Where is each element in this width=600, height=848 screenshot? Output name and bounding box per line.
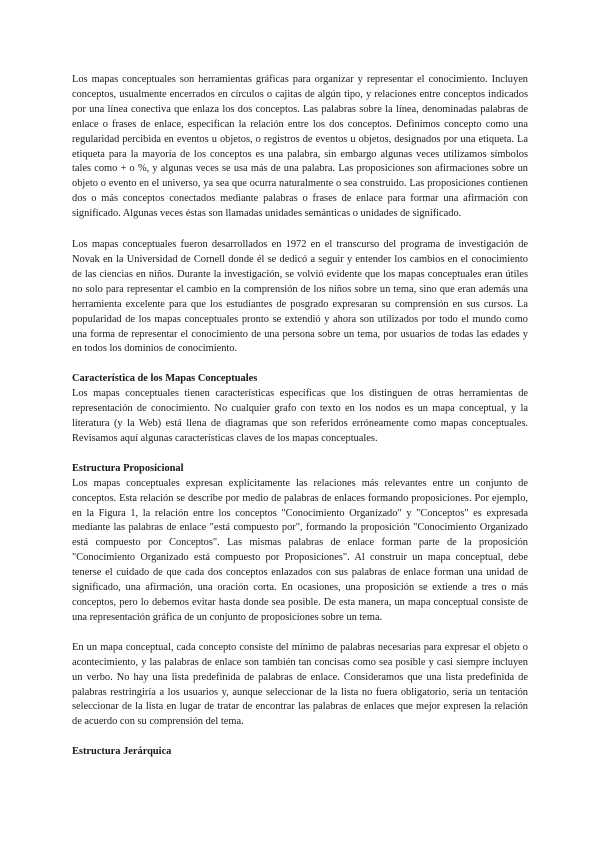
- heading-estructura-proposicional: Estructura Proposicional: [72, 462, 184, 474]
- paragraph-gap: [72, 447, 528, 462]
- paragraph-gap: [72, 730, 528, 745]
- caracteristica-paragraph-1: Los mapas conceptuales tienen características específicas que los distinguen de otras herramientas de representación de conocimiento. No cualquier grafo con texto en los nodos es un mapa conceptual, y la literatura (y la Web) está llena de diagramas que son referidos erróneamente como mapas conceptuales. Revisamos aquí algunas características claves de los mapas conceptuales.: [72, 388, 528, 444]
- paragraph-gap: [72, 626, 528, 641]
- proposicional-paragraph-1: Los mapas conceptuales expresan explícitamente las relaciones más relevantes entre un conjunto de conceptos. Esta relación se describe por medio de palabras de enlaces formando proposiciones. Por ejemplo, en la Figura 1, la relación entre los conceptos "Conocimiento Organizado" y "Conceptos" es expresada mediante las palabras de enlace "está compuesto por", formando la proposición "Conocimiento Organizado está compuesto por Conceptos". Las mismas palabras de enlace forman parte de la proposición "Conocimiento Organizado está compuesto por Proposiciones". Al construir un mapa conceptual, debe tenerse el cuidado de que cada dos conceptos enlazados con sus palabras de enlace forman una unidad de significado, una afirmación, una oración corta. En ocasiones, una proposición se extiende a tres o más conceptos, pero lo debemos evitar hasta donde sea posible. De esta manera, un mapa conceptual consiste de una representación gráfica de un conjunto de proposiciones sobre un tema.: [72, 477, 528, 623]
- heading-estructura-jerarquica: Estructura Jerárquica: [72, 746, 172, 758]
- paragraph-gap: [72, 222, 528, 238]
- intro-paragraph-1: Los mapas conceptuales son herramientas gráficas para organizar y representar el conocimiento. Incluyen conceptos, usualmente encerrados en círculos o cajitas de algún tipo, y relaciones entre conceptos indicados por una línea conectiva que enlaza los dos conceptos. Las palabras sobre la línea, denominadas palabras de enlace o frases de enlace, especifican la relación entre los dos conceptos. Definimos concepto como una regularidad percibida en eventos u objetos, o registros de eventos u objetos, designados por una etiqueta. La etiqueta para la mayoría de los conceptos es una palabra, sin embargo algunas veces utilizamos símbolos tales como + o %, y algunas veces se usa más de una palabra. Las proposiciones son afirmaciones sobre un objeto o evento en el universo, ya sea que ocurra naturalmente o sea construido. Las proposiciones contienen dos o más conceptos conectados mediante palabras o frases de enlace para formar una afirmación con significado. Algunas veces éstas son llamadas unidades semánticas o unidades de significado.: [72, 74, 528, 220]
- heading-caracteristica: Característica de los Mapas Conceptuales: [72, 373, 258, 385]
- intro-paragraph-2: Los mapas conceptuales fueron desarrollados en 1972 en el transcurso del programa de investigación de Novak en la Universidad de Cornell donde él se dedicó a seguir y entender los cambios en el conocimiento de las ciencias en niños. Durante la investigación, se volvió evidente que los mapas conceptuales eran útiles no solo para representar el cambio en la comprensión de los niños sobre un tema, sino que eran además una herramienta excelente para que los estudiantes de posgrado expresaran su comprensión en sus cursos. La popularidad de los mapas conceptuales pronto se extendió y ahora son utilizados por todo el mundo como una forma de representar el conocimiento de una persona sobre un tema, por usuarios de todas las edades y en todos los dominios de conocimiento.: [72, 239, 528, 355]
- paragraph-gap: [72, 357, 528, 372]
- proposicional-paragraph-2: En un mapa conceptual, cada concepto consiste del mínimo de palabras necesarias para expresar el objeto o acontecimiento, y las palabras de enlace son también tan concisas como sea posible y casi siempre incluyen un verbo. No hay una lista predefinida de palabras de enlace. Consideramos que una lista predefinida de palabras restringiría a los usuarios y, aunque seleccionar de la lista no fuera obligatorio, sería un tentación seleccionar de la lista en lugar de tratar de encontrar las palabras de enlaces que mejor expresen la relación de acuerdo con su comprensión del tema.: [72, 641, 528, 728]
- document-page: [72, 73, 528, 760]
